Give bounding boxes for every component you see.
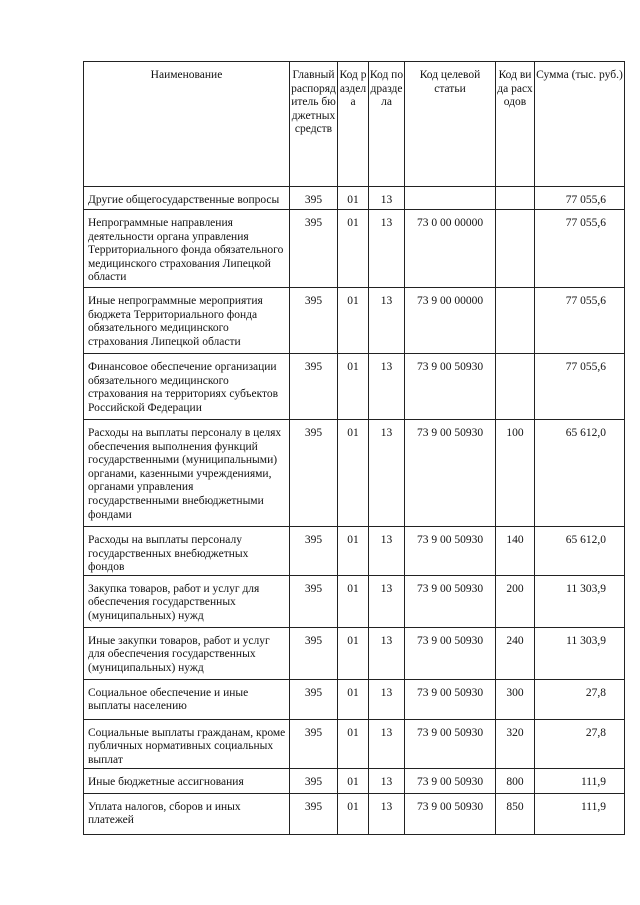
- cell-subsection: 13: [369, 627, 405, 679]
- cell-name: Иные закупки товаров, работ и услуг для обеспечения государственных (муниципальных) нужд: [84, 627, 290, 679]
- cell-target: 73 9 00 50930: [405, 354, 496, 420]
- cell-section: 01: [338, 719, 369, 768]
- cell-target: 73 9 00 50930: [405, 793, 496, 834]
- cell-sum: 77 055,6: [535, 187, 625, 210]
- cell-target: 73 9 00 50930: [405, 527, 496, 576]
- table-row: [84, 768, 625, 793]
- cell-target: 73 9 00 50930: [405, 627, 496, 679]
- cell-name: Расходы на выплаты персоналу в целях обеспечения выполнения функций государственными (муниципальными) органами, казенными учреждениями, органами управления государственными внебюджетными фондами: [84, 420, 290, 527]
- cell-expense: 140: [496, 527, 535, 576]
- cell-subsection: 13: [369, 210, 405, 288]
- cell-admin: 395: [290, 627, 338, 679]
- cell-section: 01: [338, 768, 369, 793]
- cell-name: Иные непрограммные мероприятия бюджета Территориального фонда обязательного медицинского страхования Липецкой области: [84, 288, 290, 354]
- table-row: [84, 627, 625, 679]
- table-row: [84, 793, 625, 834]
- cell-subsection: 13: [369, 420, 405, 527]
- cell-subsection: 13: [369, 719, 405, 768]
- cell-name: Финансовое обеспечение организации обязательного медицинского страхования на территориях субъектов Российской Федерации: [84, 354, 290, 420]
- cell-section: 01: [338, 288, 369, 354]
- cell-target: 73 9 00 50930: [405, 420, 496, 527]
- table-row: [84, 527, 625, 576]
- cell-expense: 100: [496, 420, 535, 527]
- table-row: [84, 420, 625, 527]
- cell-expense: [496, 354, 535, 420]
- header-target: Код целевой статьи: [405, 62, 496, 187]
- table-row: [84, 354, 625, 420]
- cell-expense: 300: [496, 679, 535, 719]
- header-admin: Главный распорядитель бюджетных средств: [290, 62, 338, 187]
- cell-name: Другие общегосударственные вопросы: [84, 187, 290, 210]
- cell-sum: 111,9: [535, 768, 625, 793]
- cell-sum: 27,8: [535, 719, 625, 768]
- table-header-row: [84, 62, 625, 187]
- cell-section: 01: [338, 527, 369, 576]
- cell-target: 73 9 00 00000: [405, 288, 496, 354]
- cell-expense: 240: [496, 627, 535, 679]
- cell-expense: [496, 210, 535, 288]
- cell-name: Социальное обеспечение и иные выплаты населению: [84, 679, 290, 719]
- cell-name: Непрограммные направления деятельности органа управления Территориального фонда обязательного медицинского страхования Липецкой области: [84, 210, 290, 288]
- cell-subsection: 13: [369, 527, 405, 576]
- cell-section: 01: [338, 627, 369, 679]
- cell-target: 73 0 00 00000: [405, 210, 496, 288]
- cell-subsection: 13: [369, 575, 405, 627]
- cell-section: 01: [338, 210, 369, 288]
- cell-name: Закупка товаров, работ и услуг для обеспечения государственных (муниципальных) нужд: [84, 575, 290, 627]
- budget-table: [83, 61, 625, 835]
- cell-name: Расходы на выплаты персоналу государственных внебюджетных фондов: [84, 527, 290, 576]
- cell-subsection: 13: [369, 187, 405, 210]
- cell-expense: 200: [496, 575, 535, 627]
- table-row: [84, 719, 625, 768]
- cell-sum: 77 055,6: [535, 210, 625, 288]
- cell-sum: 27,8: [535, 679, 625, 719]
- cell-admin: 395: [290, 210, 338, 288]
- cell-sum: 111,9: [535, 793, 625, 834]
- cell-target: 73 9 00 50930: [405, 575, 496, 627]
- cell-sum: 77 055,6: [535, 288, 625, 354]
- header-name: Наименование: [84, 62, 290, 187]
- cell-subsection: 13: [369, 768, 405, 793]
- cell-admin: 395: [290, 420, 338, 527]
- cell-expense: 800: [496, 768, 535, 793]
- cell-admin: 395: [290, 288, 338, 354]
- header-subsection: Код подраздела: [369, 62, 405, 187]
- cell-name: Социальные выплаты гражданам, кроме публичных нормативных социальных выплат: [84, 719, 290, 768]
- cell-sum: 65 612,0: [535, 527, 625, 576]
- cell-section: 01: [338, 793, 369, 834]
- table-row: [84, 679, 625, 719]
- cell-sum: 11 303,9: [535, 627, 625, 679]
- cell-target: 73 9 00 50930: [405, 768, 496, 793]
- cell-sum: 65 612,0: [535, 420, 625, 527]
- cell-name: Уплата налогов, сборов и иных платежей: [84, 793, 290, 834]
- cell-admin: 395: [290, 354, 338, 420]
- cell-admin: 395: [290, 768, 338, 793]
- cell-subsection: 13: [369, 288, 405, 354]
- cell-admin: 395: [290, 187, 338, 210]
- cell-expense: 850: [496, 793, 535, 834]
- cell-expense: [496, 288, 535, 354]
- cell-admin: 395: [290, 679, 338, 719]
- cell-target: [405, 187, 496, 210]
- cell-section: 01: [338, 679, 369, 719]
- cell-section: 01: [338, 575, 369, 627]
- cell-section: 01: [338, 354, 369, 420]
- cell-name: Иные бюджетные ассигнования: [84, 768, 290, 793]
- cell-target: 73 9 00 50930: [405, 719, 496, 768]
- table-row: [84, 210, 625, 288]
- cell-expense: [496, 187, 535, 210]
- cell-admin: 395: [290, 719, 338, 768]
- table-row: [84, 187, 625, 210]
- table-row: [84, 575, 625, 627]
- cell-section: 01: [338, 420, 369, 527]
- cell-expense: 320: [496, 719, 535, 768]
- cell-target: 73 9 00 50930: [405, 679, 496, 719]
- cell-section: 01: [338, 187, 369, 210]
- cell-admin: 395: [290, 527, 338, 576]
- cell-admin: 395: [290, 575, 338, 627]
- table-row: [84, 288, 625, 354]
- header-expense: Код вида расходов: [496, 62, 535, 187]
- cell-sum: 11 303,9: [535, 575, 625, 627]
- cell-sum: 77 055,6: [535, 354, 625, 420]
- header-sum: Сумма (тыс. руб.): [535, 62, 625, 187]
- cell-subsection: 13: [369, 354, 405, 420]
- cell-subsection: 13: [369, 793, 405, 834]
- cell-subsection: 13: [369, 679, 405, 719]
- header-section: Код раздела: [338, 62, 369, 187]
- cell-admin: 395: [290, 793, 338, 834]
